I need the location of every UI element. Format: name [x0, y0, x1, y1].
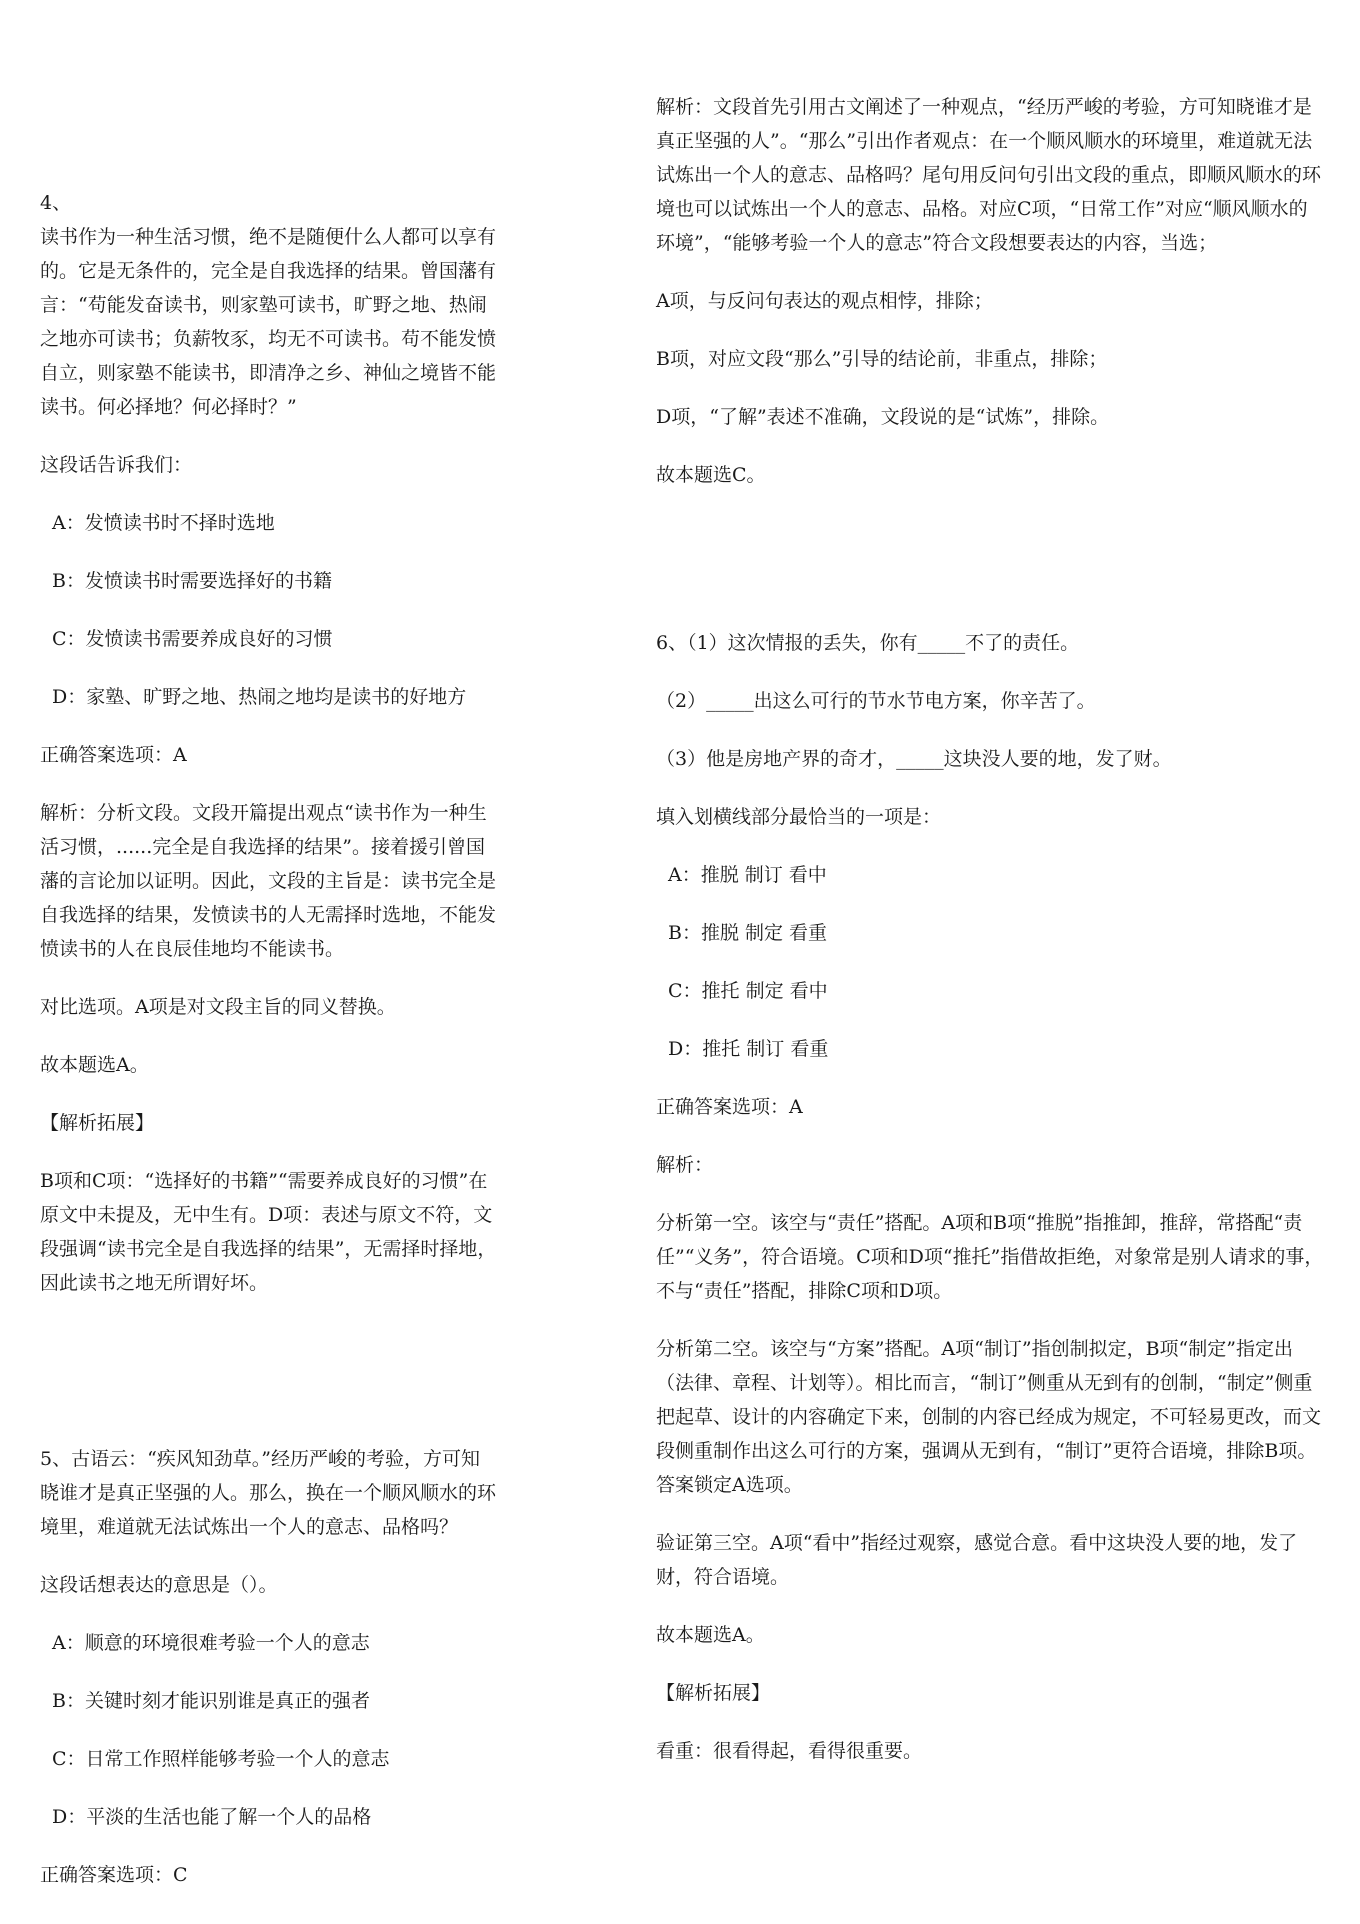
question-stem: 读书作为一种生活习惯，绝不是随便什么人都可以享有的。它是无条件的，完全是自我选择的结果。曾国藩有言：“苟能发奋读书，则家塾可读书，旷野之地、热闹之地亦可读书；负薪牧豕，均无不可读书。苟不能发愤自立，则家塾不能读书，即清净之乡、神仙之境皆不能读书。何必择地？何必择时？”: [40, 226, 497, 418]
question-4: [40, 186, 498, 1300]
extension-text: 看重：很看得起，看得很重要。: [656, 1740, 923, 1762]
option-d: D：推托 制订 看重: [668, 1038, 829, 1060]
question-prompt: 这段话想表达的意思是（）。: [40, 1574, 278, 1596]
analysis: 解析：分析文段。文段开篇提出观点“读书作为一种生活习惯，......完全是自我选择的结果”。接着援引曾国藩的言论加以证明。因此，文段的主旨是：读书完全是自我选择的结果，发愤读书的人无需择时选地，不能发愤读书的人在良辰佳地均不能读书。: [40, 802, 497, 960]
conclusion: 故本题选C。: [656, 464, 766, 486]
question-5: [40, 1442, 498, 1892]
option-b: B：发愤读书时需要选择好的书籍: [52, 570, 332, 592]
extension-title: 【解析拓展】: [40, 1112, 155, 1134]
question-prompt: 填入划横线部分最恰当的一项是：: [656, 806, 942, 828]
question-prompt: 这段话告诉我们：: [40, 454, 193, 476]
option-a-note: A项，与反问句表达的观点相悖，排除；: [656, 290, 993, 312]
analysis-title: 解析：: [656, 1154, 714, 1176]
question-number: 4、: [40, 192, 72, 214]
option-d: D：平淡的生活也能了解一个人的品格: [52, 1806, 372, 1828]
analysis-blank-2: 分析第二空。该空与“方案”搭配。A项“制订”指创制拟定，B项“制定”指定出（法律、章程、计划等）。相比而言，“制订”侧重从无到有的创制，“制定”侧重把起草、设计的内容确定下来，创制的内容已经成为规定，不可轻易更改，而文段侧重制作出这么可行的方案，强调从无到有，“制订”更符合语境，排除B项。答案锁定A选项。: [656, 1338, 1322, 1496]
option-c: C：发愤读书需要养成良好的习惯: [52, 628, 333, 650]
conclusion: 故本题选A。: [656, 1624, 765, 1646]
correct-answer: 正确答案选项：A: [40, 744, 187, 766]
left-column: [40, 186, 498, 1916]
extension-text: B项和C项：“选择好的书籍”“需要养成良好的习惯”在原文中未提及，无中生有。D项：表述与原文不符，文段强调“读书完全是自我选择的结果”，无需择时择地，因此读书之地无所谓好坏。: [40, 1170, 497, 1294]
question-stem: 5、古语云：“疾风知劲草。”经历严峻的考验，方可知晓谁才是真正坚强的人。那么，换在一个顺风顺水的环境里，难道就无法试炼出一个人的意志、品格吗？: [40, 1448, 497, 1538]
question-6: [656, 626, 1324, 1768]
correct-answer: 正确答案选项：C: [40, 1864, 188, 1886]
analysis-blank-3: 验证第三空。A项“看中”指经过观察，感觉合意。看中这块没人要的地，发了财，符合语境。: [656, 1532, 1298, 1588]
option-comparison: 对比选项。A项是对文段主旨的同义替换。: [40, 996, 396, 1018]
option-a: A：推脱 制订 看中: [668, 864, 827, 886]
option-a: A：顺意的环境很难考验一个人的意志: [52, 1632, 370, 1654]
option-d-note: D项，“了解”表述不准确，文段说的是“试炼”，排除。: [656, 406, 1110, 428]
analysis: 解析：文段首先引用古文阐述了一种观点，“经历严峻的考验，方可知晓谁才是真正坚强的人”。“那么”引出作者观点：在一个顺风顺水的环境里，难道就无法试炼出一个人的意志、品格吗？尾句用反问句引出文段的重点，即顺风顺水的环境也可以试炼出一个人的意志、品格。对应C项，“日常工作”对应“顺风顺水的环境”，“能够考验一个人的意志”符合文段想要表达的内容，当选；: [656, 96, 1322, 254]
right-column: [656, 90, 1324, 1792]
correct-answer: 正确答案选项：A: [656, 1096, 803, 1118]
option-c: C：推托 制定 看中: [668, 980, 828, 1002]
question-5-analysis: [656, 90, 1324, 492]
question-line-1: 6、（1）这次情报的丢失，你有_____不了的责任。: [656, 632, 1080, 654]
option-c: C：日常工作照样能够考验一个人的意志: [52, 1748, 390, 1770]
option-b-note: B项，对应文段“那么”引导的结论前，非重点，排除；: [656, 348, 1108, 370]
option-b: B：推脱 制定 看重: [668, 922, 828, 944]
extension-title: 【解析拓展】: [656, 1682, 771, 1704]
question-line-3: （3）他是房地产界的奇才，_____这块没人要的地，发了财。: [656, 748, 1172, 770]
option-d: D：家塾、旷野之地、热闹之地均是读书的好地方: [52, 686, 467, 708]
option-a: A：发愤读书时不择时选地: [52, 512, 275, 534]
question-line-2: （2）_____出这么可行的节水节电方案，你辛苦了。: [656, 690, 1096, 712]
conclusion: 故本题选A。: [40, 1054, 149, 1076]
option-b: B：关键时刻才能识别谁是真正的强者: [52, 1690, 370, 1712]
analysis-blank-1: 分析第一空。该空与“责任”搭配。A项和B项“推脱”指推卸，推辞，常搭配“责任”“义务”，符合语境。C项和D项“推托”指借故拒绝，对象常是别人请求的事，不与“责任”搭配，排除C项和D项。: [656, 1212, 1324, 1302]
